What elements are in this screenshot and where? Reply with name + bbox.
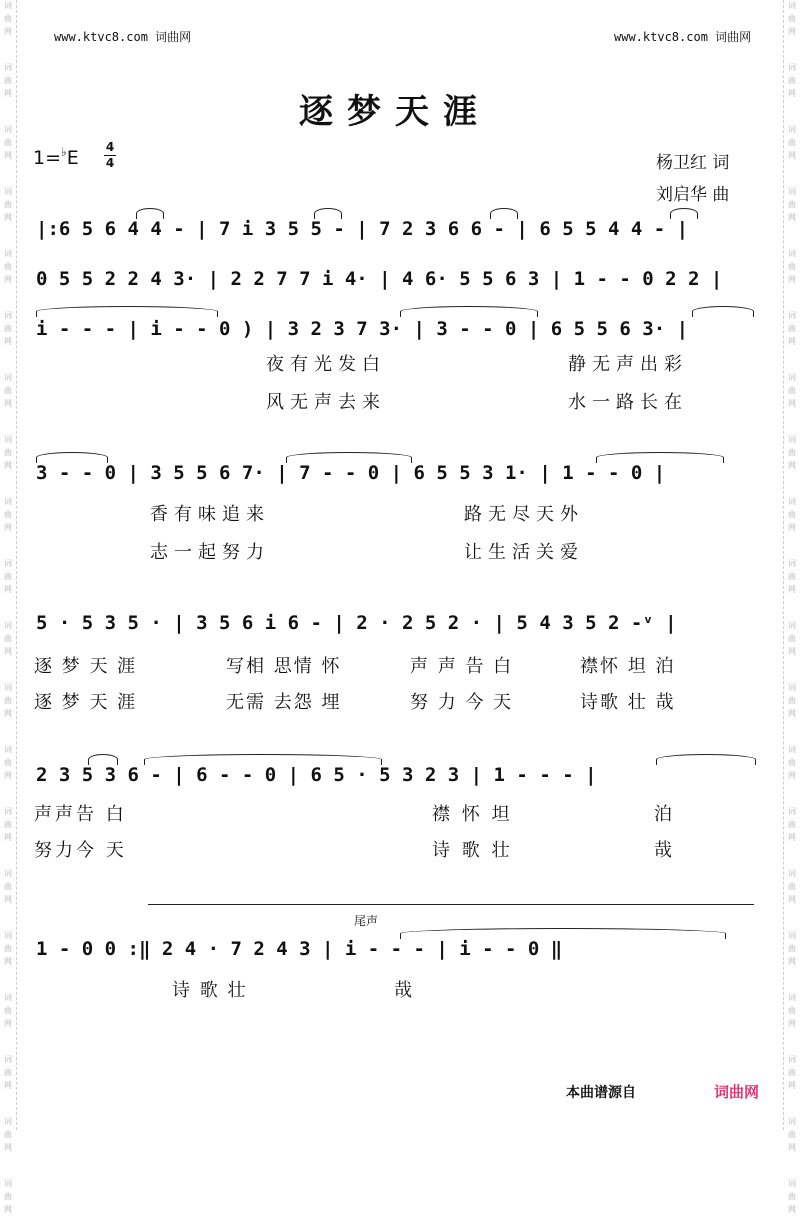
watermark-glyph: 网: [4, 151, 12, 160]
composer-credit: 刘启华 曲: [656, 185, 730, 205]
watermark-glyph: 词: [4, 869, 12, 878]
watermark-glyph: 曲: [788, 758, 796, 767]
tie-mark: [286, 452, 412, 463]
watermark-glyph: 网: [4, 833, 12, 842]
watermark-glyph: 网: [4, 709, 12, 718]
watermark-glyph: 网: [788, 1143, 796, 1152]
watermark-glyph: 网: [4, 523, 12, 532]
watermark-glyph: 曲: [788, 14, 796, 23]
time-top: 4: [105, 140, 115, 154]
watermark-glyph: 词: [4, 559, 12, 568]
lyric-v1-h: 襟怀 坦 泊: [580, 656, 676, 677]
flat-symbol: ♭: [61, 145, 67, 159]
watermark-glyph: 词: [4, 373, 12, 382]
watermark-glyph: 曲: [788, 324, 796, 333]
watermark-glyph: 曲: [4, 696, 12, 705]
watermark-glyph: 曲: [788, 386, 796, 395]
watermark-glyph: 词: [788, 435, 796, 444]
lyric-v2-g: 努 力 今 天: [410, 692, 514, 713]
watermark-glyph: 曲: [4, 572, 12, 581]
site-label-right: www.ktvc8.com 词曲网: [614, 30, 752, 44]
watermark-glyph: 网: [4, 585, 12, 594]
watermark-glyph: 曲: [4, 1130, 12, 1139]
watermark-glyph: 网: [788, 1081, 796, 1090]
song-title: 逐梦天涯: [299, 92, 491, 132]
watermark-glyph: 曲: [4, 76, 12, 85]
score-line-1: |:6 5 6 4 4 - | 7 i 3 5 5 - | 7 2 3 6 6 - | 6 5 5 4 4 - |: [36, 218, 689, 240]
watermark-glyph: 网: [4, 275, 12, 284]
right-watermark-strip: [783, 0, 800, 1214]
watermark-glyph: 曲: [788, 138, 796, 147]
watermark-glyph: 网: [788, 461, 796, 470]
tie-mark: [400, 928, 726, 939]
watermark-glyph: 曲: [4, 138, 12, 147]
watermark-glyph: 网: [788, 647, 796, 656]
tie-mark: [314, 208, 342, 219]
watermark-glyph: 曲: [4, 510, 12, 519]
watermark-glyph: 网: [788, 151, 796, 160]
footer-source-label: 本曲谱源自: [566, 1085, 636, 1101]
lyric-v1-b: 静无声出彩: [568, 354, 688, 375]
key-note: E: [66, 147, 79, 169]
lyric-v2-k: 哉: [654, 840, 678, 861]
watermark-glyph: 网: [4, 27, 12, 36]
watermark-glyph: 网: [4, 461, 12, 470]
watermark-glyph: 词: [788, 63, 796, 72]
watermark-glyph: 词: [788, 1117, 796, 1126]
lyric-v1-e: 逐 梦 天 涯: [34, 656, 138, 677]
watermark-glyph: 词: [788, 1179, 796, 1188]
watermark-glyph: 词: [4, 807, 12, 816]
watermark-glyph: 曲: [4, 200, 12, 209]
watermark-glyph: 网: [788, 1019, 796, 1028]
watermark-glyph: 词: [788, 683, 796, 692]
watermark-glyph: 网: [4, 337, 12, 346]
lyric-v2-j: 诗 歌 壮: [432, 840, 513, 861]
watermark-glyph: 词: [4, 993, 12, 1002]
time-signature: [104, 141, 116, 170]
time-bottom: 4: [105, 156, 115, 170]
score-line-5: 5 · 5 3 5 · | 3 5 6 i 6 - | 2 · 2 5 2 · | 5 4 3 5 2 -ᵛ |: [36, 612, 677, 634]
watermark-glyph: 词: [788, 993, 796, 1002]
lyric-v1-j: 襟 怀 坦: [432, 804, 513, 825]
watermark-glyph: 词: [788, 125, 796, 134]
watermark-glyph: 词: [788, 621, 796, 630]
watermark-glyph: 词: [4, 63, 12, 72]
watermark-glyph: 词: [788, 869, 796, 878]
score-line-3: i - - - | i - - 0 ) | 3 2 3 7 3· | 3 - - 0 | 6 5 5 6 3· |: [36, 318, 689, 340]
watermark-glyph: 曲: [4, 262, 12, 271]
watermark-glyph: 曲: [788, 1068, 796, 1077]
lyric-v2-h: 诗歌 壮 哉: [580, 692, 676, 713]
watermark-glyph: 网: [4, 89, 12, 98]
watermark-glyph: 词: [788, 745, 796, 754]
tie-mark: [490, 208, 518, 219]
lyric-v2-b: 水一路长在: [568, 392, 688, 413]
watermark-glyph: 网: [788, 523, 796, 532]
watermark-glyph: 曲: [4, 820, 12, 829]
lyric-v2-d: 让生活关爱: [464, 542, 584, 563]
watermark-glyph: 网: [4, 1019, 12, 1028]
watermark-glyph: 网: [788, 399, 796, 408]
watermark-glyph: 网: [4, 895, 12, 904]
watermark-glyph: 网: [788, 89, 796, 98]
key-signature: [33, 147, 79, 169]
watermark-glyph: 曲: [4, 1068, 12, 1077]
watermark-glyph: 网: [4, 957, 12, 966]
watermark-glyph: 曲: [788, 200, 796, 209]
lyric-v1-c: 香有味追来: [150, 504, 270, 525]
watermark-glyph: 曲: [4, 882, 12, 891]
watermark-glyph: 词: [4, 621, 12, 630]
score-line-4: 3 - - 0 | 3 5 5 6 7· | 7 - - 0 | 6 5 5 3 1· | 1 - - 0 |: [36, 462, 666, 484]
watermark-glyph: 曲: [788, 76, 796, 85]
watermark-glyph: 网: [4, 647, 12, 656]
lyric-v1-g: 声 声 告 白: [410, 656, 514, 677]
watermark-glyph: 词: [4, 1, 12, 10]
watermark-glyph: 曲: [4, 1192, 12, 1201]
watermark-glyph: 词: [4, 745, 12, 754]
footer-brand-link[interactable]: 词曲网: [714, 1083, 760, 1101]
tie-mark: [144, 754, 382, 765]
watermark-glyph: 词: [4, 497, 12, 506]
watermark-glyph: 词: [4, 1055, 12, 1064]
watermark-glyph: 词: [4, 683, 12, 692]
watermark-glyph: 曲: [4, 944, 12, 953]
lyric-v1-f: 写相 思情 怀: [226, 656, 342, 677]
watermark-glyph: 词: [4, 187, 12, 196]
key-prefix: 1=: [33, 147, 62, 169]
tie-mark: [400, 306, 538, 317]
watermark-glyph: 曲: [4, 14, 12, 23]
watermark-glyph: 曲: [788, 510, 796, 519]
watermark-glyph: 曲: [4, 1006, 12, 1015]
site-label-left: www.ktvc8.com 词曲网: [54, 30, 192, 44]
watermark-glyph: 词: [4, 311, 12, 320]
left-watermark-strip: [0, 0, 17, 1214]
watermark-glyph: 曲: [788, 944, 796, 953]
watermark-glyph: 网: [788, 833, 796, 842]
watermark-glyph: 词: [788, 559, 796, 568]
lyric-v2-f: 无需 去怨 埋: [226, 692, 342, 713]
lyric-v1-a: 夜有光发白: [266, 354, 386, 375]
watermark-glyph: 网: [788, 1205, 796, 1214]
watermark-glyph: 词: [788, 497, 796, 506]
tie-mark: [36, 452, 108, 463]
lyric-v2-e: 逐 梦 天 涯: [34, 692, 138, 713]
watermark-glyph: 曲: [4, 324, 12, 333]
score-line-2: 0 5 5 2 2 4 3· | 2 2 7 7 i 4· | 4 6· 5 5 6 3 | 1 - - 0 2 2 |: [36, 268, 723, 290]
watermark-glyph: 曲: [4, 448, 12, 457]
lyric-tail-b: 哉: [394, 980, 418, 1001]
watermark-glyph: 词: [4, 125, 12, 134]
score-line-6: 2 3 5 3 6 - | 6 - - 0 | 6 5 · 5 3 2 3 | 1 - - - |: [36, 764, 597, 786]
watermark-glyph: 网: [788, 213, 796, 222]
watermark-glyph: 网: [788, 275, 796, 284]
watermark-glyph: 词: [4, 931, 12, 940]
watermark-glyph: 曲: [788, 820, 796, 829]
lyric-v2-i: 努力今 天: [34, 840, 127, 861]
watermark-glyph: 网: [788, 585, 796, 594]
watermark-glyph: 网: [788, 709, 796, 718]
tie-mark: [692, 306, 754, 317]
watermark-glyph: 词: [4, 1179, 12, 1188]
watermark-glyph: 网: [788, 27, 796, 36]
tie-mark: [136, 208, 164, 219]
tie-mark: [656, 754, 756, 765]
watermark-glyph: 曲: [788, 1130, 796, 1139]
watermark-glyph: 词: [788, 1055, 796, 1064]
watermark-glyph: 词: [788, 187, 796, 196]
watermark-glyph: 词: [788, 249, 796, 258]
watermark-glyph: 网: [788, 895, 796, 904]
lyric-v2-c: 志一起努力: [150, 542, 270, 563]
watermark-glyph: 网: [788, 337, 796, 346]
tie-mark: [36, 306, 218, 317]
lyric-v2-a: 风无声去来: [266, 392, 386, 413]
watermark-glyph: 曲: [788, 696, 796, 705]
watermark-glyph: 网: [4, 213, 12, 222]
watermark-glyph: 词: [4, 249, 12, 258]
watermark-glyph: 词: [4, 1117, 12, 1126]
watermark-glyph: 曲: [4, 634, 12, 643]
watermark-glyph: 曲: [788, 882, 796, 891]
coda-label: 尾声: [354, 914, 379, 928]
watermark-glyph: 曲: [788, 448, 796, 457]
tie-mark: [596, 452, 724, 463]
lyric-v1-d: 路无尽天外: [464, 504, 584, 525]
watermark-glyph: 词: [4, 435, 12, 444]
watermark-glyph: 曲: [788, 1192, 796, 1201]
watermark-glyph: 曲: [788, 1006, 796, 1015]
watermark-glyph: 曲: [4, 758, 12, 767]
tie-mark: [670, 208, 698, 219]
watermark-glyph: 网: [4, 771, 12, 780]
coda-bracket: [148, 904, 754, 905]
watermark-glyph: 词: [788, 931, 796, 940]
watermark-glyph: 网: [4, 1205, 12, 1214]
watermark-glyph: 词: [788, 373, 796, 382]
lyric-v1-i: 声声告 白: [34, 804, 127, 825]
watermark-glyph: 词: [788, 1, 796, 10]
watermark-glyph: 曲: [788, 262, 796, 271]
tie-mark: [88, 754, 118, 765]
watermark-glyph: 词: [788, 807, 796, 816]
watermark-glyph: 网: [4, 399, 12, 408]
watermark-glyph: 网: [788, 957, 796, 966]
lyric-v1-k: 泊: [654, 804, 678, 825]
watermark-glyph: 网: [4, 1081, 12, 1090]
lyric-tail-a: 诗 歌 壮: [172, 980, 248, 1001]
watermark-glyph: 网: [4, 1143, 12, 1152]
watermark-glyph: 曲: [788, 634, 796, 643]
lyricist-credit: 杨卫红 词: [656, 153, 730, 173]
watermark-glyph: 曲: [788, 572, 796, 581]
watermark-glyph: 网: [788, 771, 796, 780]
score-line-7: 1 - 0 0 :‖ 2 4 · 7 2 4 3 | i - - - | i - - 0 ‖: [36, 938, 563, 960]
watermark-glyph: 词: [788, 311, 796, 320]
watermark-glyph: 曲: [4, 386, 12, 395]
